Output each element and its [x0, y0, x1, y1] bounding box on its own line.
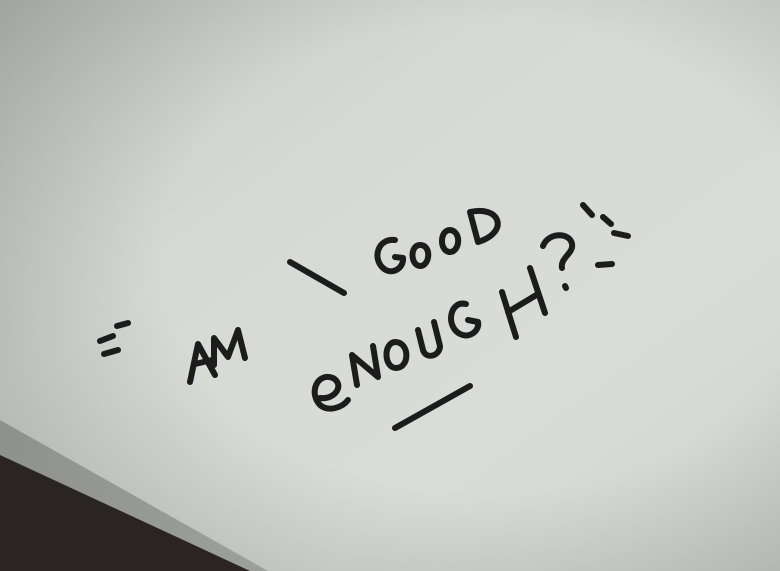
right-emphasis-mark-lower: [598, 264, 612, 265]
left-quote-mark-upper: [117, 323, 128, 326]
question-mark-dot: [565, 286, 566, 288]
right-emphasis-mark-middle: [614, 233, 628, 236]
left-quote-mark-lower: [104, 350, 118, 354]
